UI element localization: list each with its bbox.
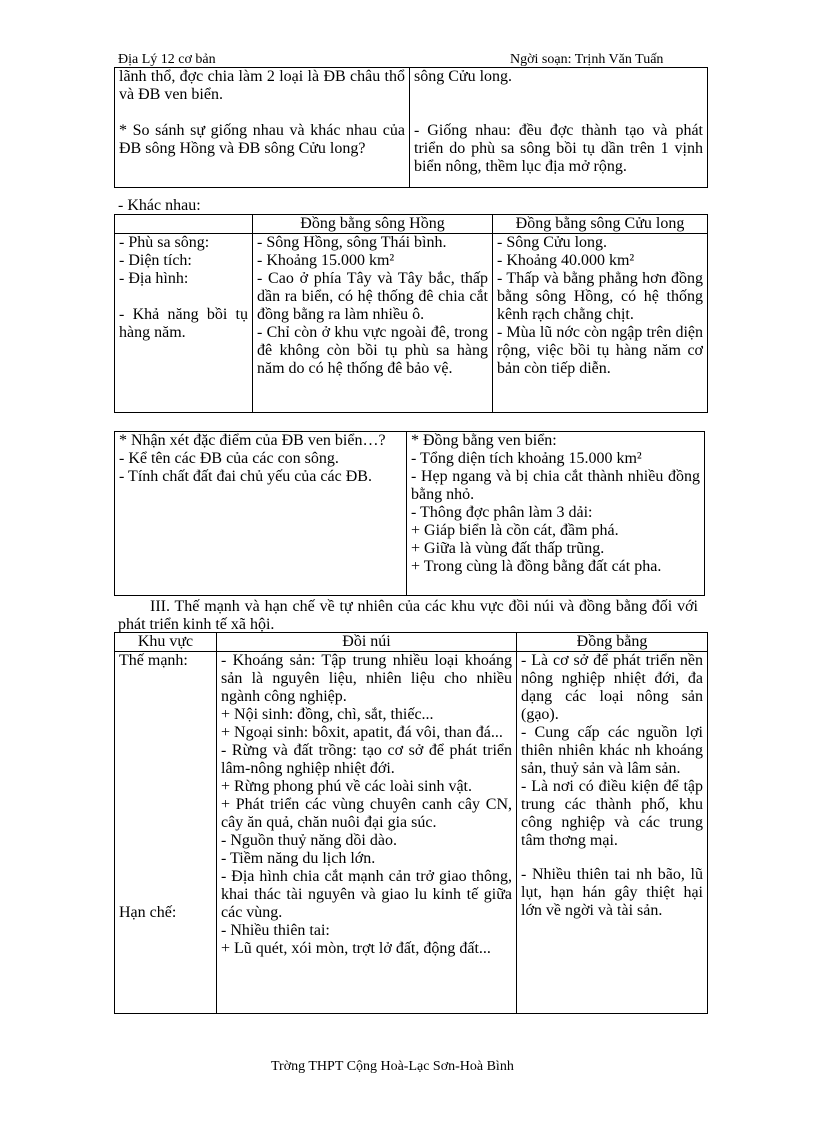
hill-hydropower: - Nguồn thuỷ năng dồi dào. — [221, 832, 397, 849]
hill-terrain-limit: - Địa hình chia cắt mạnh cản trở giao thông, khai thác tài nguyên và giao lu kinh tế giữa các vùng. — [221, 868, 512, 921]
hill-forest-land: - Rừng và đất trồng: tạo cơ sở để phát triển lâm-nông nghiệp nhiệt đới. — [221, 742, 512, 777]
criterion-deposition: - Khả năng bồi tụ hàng năm. — [119, 306, 248, 341]
plain-urban: - Là nơi có điều kiện để tập trung các thành phố, khu công nghiệp và các trung tâm thơng mại. — [521, 778, 703, 849]
song-hong-deposition: - Chỉ còn ở khu vực ngoài đê, trong đê không còn bồi tụ phù sa hàng năm do có hệ thống đê bảo vệ. — [257, 324, 488, 377]
hill-disasters: - Nhiều thiên tai: — [221, 922, 330, 939]
coastal-area: - Tổng diện tích khoảng 15.000 km² — [411, 450, 642, 467]
plains-classification-text: lãnh thổ, đợc chia làm 2 loại là ĐB châu thổ và ĐB ven biển. — [119, 68, 405, 103]
differences-label: - Khác nhau: — [118, 197, 201, 214]
coastal-answer-cell — [407, 432, 705, 596]
header-song-hong: Đồng bằng sông Hồng — [253, 215, 493, 234]
comparison-header-blank — [115, 215, 253, 234]
song-hong-cell — [253, 234, 493, 413]
coastal-heading: * Đồng bằng ven biển: — [411, 432, 557, 449]
coastal-questions-cell — [115, 432, 407, 596]
cuu-long-deposition: - Mùa lũ nớc còn ngập trên diện rộng, việc bồi tụ hàng năm cơ bản còn tiếp diễn. — [497, 324, 703, 377]
criterion-terrain: - Địa hình: — [119, 270, 189, 287]
coastal-zone-3: + Trong cùng là đồng bằng đất cát pha. — [411, 558, 662, 575]
footer-school: Trờng THPT Cộng Hoà-Lạc Sơn-Hoà Bình — [271, 1059, 514, 1074]
coastal-table — [114, 431, 705, 596]
plain-agriculture: - Là cơ sở để phát triển nền nông nghiệp nhiệt đới, đa dạng các loại nông sản (gạo). — [521, 652, 703, 723]
song-hong-terrain: - Cao ở phía Tây và Tây bắc, thấp dần ra biển, có hệ thống đê chia cắt đồng bằng ra làm nhiều ô. — [257, 270, 488, 323]
criterion-area: - Diện tích: — [119, 252, 192, 269]
intro-left-cell — [115, 68, 410, 188]
hill-minerals: - Khoáng sản: Tập trung nhiều loại khoáng sản là nguyên liệu, nhiên liệu cho nhiều ngành công nghiệp. — [221, 652, 512, 705]
header-author: Ngời soạn: Trịnh Văn Tuấn — [510, 52, 664, 67]
coastal-narrow: - Hẹp ngang và bị chia cắt thành nhiều đồng bằng nhỏ. — [411, 468, 700, 503]
coastal-zone-2: + Giữa là vùng đất thấp trũng. — [411, 540, 605, 557]
soil-question: - Tính chất đất đai chủ yếu của các ĐB. — [119, 468, 372, 485]
criterion-alluvium: - Phù sa sông: — [119, 234, 210, 251]
hill-specialized-zones: + Phát triển các vùng chuyên canh cây CN, cây ăn quả, chăn nuôi đại gia súc. — [221, 796, 512, 831]
header-region: Khu vực — [115, 633, 217, 652]
cuu-long-area: - Khoảng 40.000 km² — [497, 252, 635, 269]
header-plains: Đồng bằng — [517, 633, 708, 652]
header-cuu-long: Đồng bằng sông Cửu long — [493, 215, 708, 234]
cuulong-continuation: sông Cửu long. — [414, 68, 513, 85]
coastal-question: * Nhận xét đặc điểm của ĐB ven biển…? — [119, 432, 386, 449]
compare-question: * So sánh sự giống nhau và khác nhau của ĐB sông Hồng và ĐB sông Cửu long? — [119, 122, 405, 157]
hill-endogenous: + Nội sinh: đồng, chì, sắt, thiếc... — [221, 706, 434, 723]
hills-cell — [217, 652, 517, 1014]
limitation-label: Hạn chế: — [119, 904, 177, 921]
song-hong-area: - Khoảng 15.000 km² — [257, 252, 395, 269]
coastal-zones: - Thông đợc phân làm 3 dải: — [411, 504, 593, 521]
intro-table — [114, 67, 708, 188]
header-hills: Đồi núi — [217, 633, 517, 652]
plain-disasters: - Nhiều thiên tai nh bão, lũ lụt, hạn hán gây thiệt hại lớn về ngời và tài sản. — [521, 866, 703, 919]
criteria-cell — [115, 234, 253, 413]
hill-tourism: - Tiềm năng du lịch lớn. — [221, 850, 376, 867]
cuu-long-alluvium: - Sông Cửu long. — [497, 234, 608, 251]
strengths-table — [114, 632, 708, 1014]
plain-resources: - Cung cấp các nguồn lợi thiên nhiên khác nh khoáng sản, thuỷ sản và lâm sản. — [521, 724, 703, 777]
river-plains-question: - Kể tên các ĐB của các con sông. — [119, 450, 339, 467]
comparison-table — [114, 214, 708, 413]
intro-right-cell — [410, 68, 708, 188]
plains-cell — [517, 652, 708, 1014]
hill-exogenous: + Ngoại sinh: bôxit, apatit, đá vôi, than đá... — [221, 724, 503, 741]
header-subject: Địa Lý 12 cơ bản — [118, 52, 216, 67]
song-hong-alluvium: - Sông Hồng, sông Thái bình. — [257, 234, 447, 251]
coastal-zone-1: + Giáp biển là cồn cát, đầm phá. — [411, 522, 619, 539]
cuu-long-cell — [493, 234, 708, 413]
hill-biodiversity: + Rừng phong phú về các loài sinh vật. — [221, 778, 472, 795]
strength-label: Thế mạnh: — [119, 652, 188, 669]
region-labels-cell — [115, 652, 217, 1014]
section-3-heading: III. Thế mạnh và hạn chế về tự nhiên của các khu vực đồi núi và đồng bằng đối với phát triển kinh tế xã hội. — [118, 598, 698, 633]
hill-disaster-types: + Lũ quét, xói mòn, trợt lở đất, động đất... — [221, 940, 491, 957]
cuu-long-terrain: - Thấp và bằng phẳng hơn đồng bằng sông Hồng, có hệ thống kênh rạch chằng chịt. — [497, 270, 703, 323]
similarity-text: - Giống nhau: đều đợc thành tạo và phát triển do phù sa sông bồi tụ dần trên 1 vịnh biển nông, thềm lục địa mở rộng. — [414, 122, 703, 175]
